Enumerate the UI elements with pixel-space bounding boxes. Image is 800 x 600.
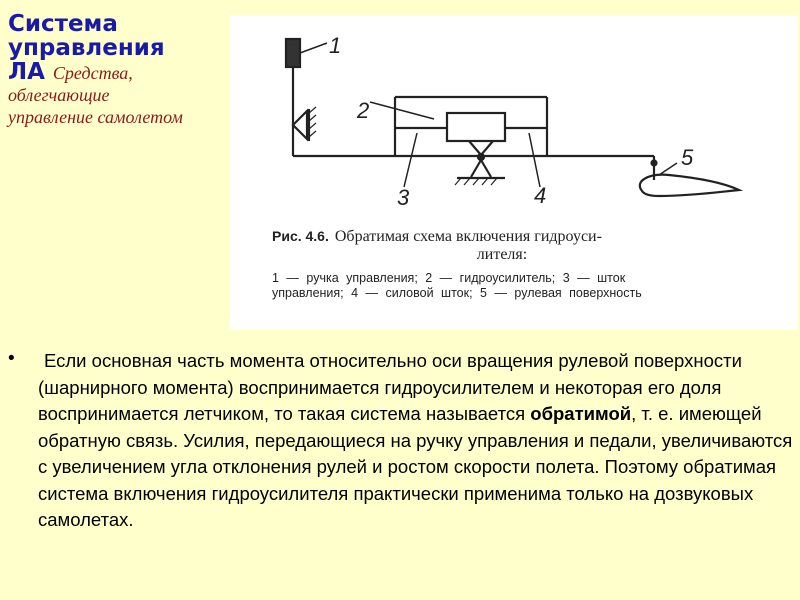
control-stick-grip: [286, 39, 300, 67]
label-4: 4: [534, 183, 547, 208]
legend-line-2: управления; 4 — силовой шток; 5 — рулевая поверхность: [272, 286, 642, 300]
hydraulic-scheme-diagram: [229, 15, 798, 225]
leader-line-3: [404, 133, 417, 187]
label-1: 1: [329, 33, 342, 58]
subtitle-part-2: облегчающие: [8, 85, 110, 105]
leader-line-5: [659, 163, 677, 175]
scheme-figure: [229, 15, 798, 330]
caption-title: [272, 227, 772, 264]
label-2: 2: [357, 98, 370, 123]
bullet-marker: •: [8, 348, 15, 369]
subtitle-part-3: управление самолетом: [8, 107, 183, 127]
caption-text: Обратимая схема включения гидроуси-: [334, 228, 602, 245]
label-3: 3: [397, 185, 410, 210]
title-line-3: [8, 60, 233, 84]
bullet-paragraph: [8, 348, 793, 552]
paragraph-text: [38, 348, 793, 534]
term-reversible: обратимой: [530, 403, 632, 424]
title-line-1: Система: [8, 11, 118, 37]
leader-line-2: [370, 102, 434, 119]
caption-legend: [272, 271, 772, 301]
figure-caption: [272, 227, 772, 301]
caption-label: Рис. 4.6.: [272, 228, 329, 244]
stick-pivot: [293, 111, 307, 139]
leader-line-4: [529, 133, 540, 187]
slide-title: [8, 12, 233, 128]
hydraulic-booster-box: [447, 113, 505, 141]
subtitle-part-1: Средства,: [52, 63, 133, 83]
label-5: 5: [681, 145, 694, 170]
legend-line-1: 1 — ручка управления; 2 — гидроусилитель; 3 — шток: [272, 271, 626, 285]
caption-continuation: лителя:: [476, 246, 528, 263]
paragraph-part-1: Если основная часть момента относительно оси вращения рулевой поверхности (шарнирного момента) воспринимается гидроусилителем и некоторая его доля воспринимается летчиком, то такая система называется: [38, 350, 742, 424]
title-la: ЛА: [8, 59, 45, 85]
title-line-2: управления: [8, 35, 165, 61]
leader-line-1: [300, 43, 327, 53]
paragraph-part-2: , т. е. имеющей обратную связь. Усилия, передающиеся на ручку управления и педали, увеличиваются с увеличением угла отклонения рулей и ростом скорости полета. Поэтому обратимая система включения гидроусилителя практически применима только на дозвуковых самолетах.: [38, 403, 793, 530]
